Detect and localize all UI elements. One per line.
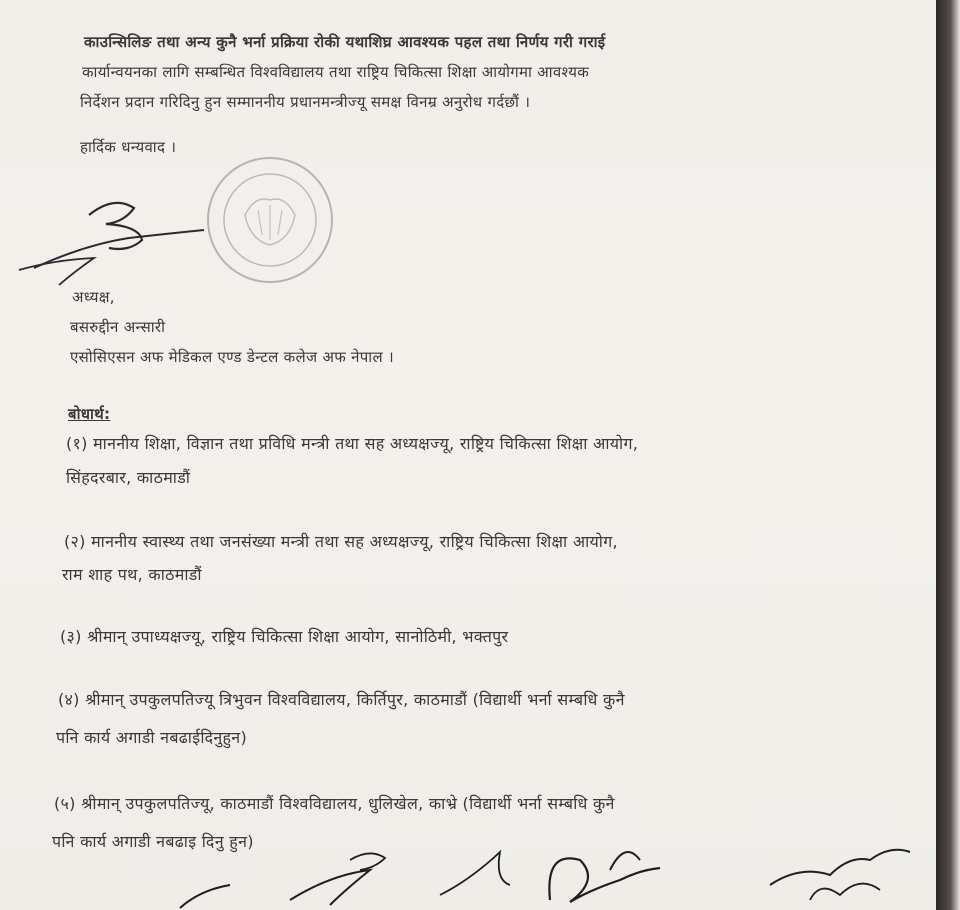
intro-line-1: काउन्सिलिङ तथा अन्य कुनै भर्ना प्रक्रिया रोकी यथाशिघ्र आवश्यक पहल तथा निर्णय गरी गराई — [84, 33, 606, 51]
bottom-signatures-icon — [170, 840, 930, 910]
cc-item-1-line-2: सिंहदरबार, काठमाडौं — [66, 468, 191, 487]
signatory-role: अध्यक्ष, — [72, 288, 115, 306]
cc-item-5-line-2: पनि कार्य अगाडी नबढाइ दिनु हुन) — [52, 832, 254, 851]
cc-item-2-line-2: राम शाह पथ, काठमाडौं — [62, 565, 202, 584]
intro-line-3: निर्देशन प्रदान गरिदिनु हुन सम्माननीय प्रधानमन्त्रीज्यू समक्ष विनम्र अनुरोध गर्दछौं । — [80, 93, 531, 111]
cc-item-3-line-1: (३) श्रीमान् उपाध्यक्षज्यू, राष्ट्रिय चिकित्सा शिक्षा आयोग, सानोठिमी, भक्तपुर — [60, 627, 509, 646]
cc-item-1-line-1: (१) माननीय शिक्षा, विज्ञान तथा प्रविधि मन्त्री तथा सह अध्यक्षज्यू, राष्ट्रिय चिकित्सा शिक्षा आयोग, — [66, 434, 639, 453]
signatory-organization: एसोसिएसन अफ मेडिकल एण्ड डेन्टल कलेज अफ नेपाल । — [70, 348, 394, 366]
cc-item-2-line-1: (२) माननीय स्वास्थ्य तथा जनसंख्या मन्त्री तथा सह अध्यक्षज्यू, राष्ट्रिय चिकित्सा शिक्षा आयोग, — [64, 532, 618, 551]
thanks-text: हार्दिक धन्यवाद । — [80, 138, 177, 156]
cc-item-5-line-1: (५) श्रीमान् उपकुलपतिज्यू, काठमाडौं विश्वविद्यालय, धुलिखेल, काभ्रे (विद्यार्थी भर्ना सम्बधि कुनै — [54, 794, 615, 813]
page-edge-shadow — [936, 0, 960, 910]
official-seal-icon — [200, 155, 340, 285]
cc-item-4-line-2: पनि कार्य अगाडी नबढाईदिनुहुन) — [56, 728, 248, 747]
cc-heading: बोधार्थ: — [68, 405, 111, 423]
signature-president-icon — [14, 190, 214, 300]
intro-line-2: कार्यान्वयनका लागि सम्बन्धित विश्वविद्यालय तथा राष्ट्रिय चिकित्सा शिक्षा आयोगमा आवश्यक — [82, 63, 590, 81]
cc-item-4-line-1: (४) श्रीमान् उपकुलपतिज्यू त्रिभुवन विश्वविद्यालय, किर्तिपुर, काठमाडौं (विद्यार्थी भर्ना सम्बधि कुनै — [58, 690, 625, 709]
signatory-name: बसरुद्दीन अन्सारी — [70, 318, 166, 336]
